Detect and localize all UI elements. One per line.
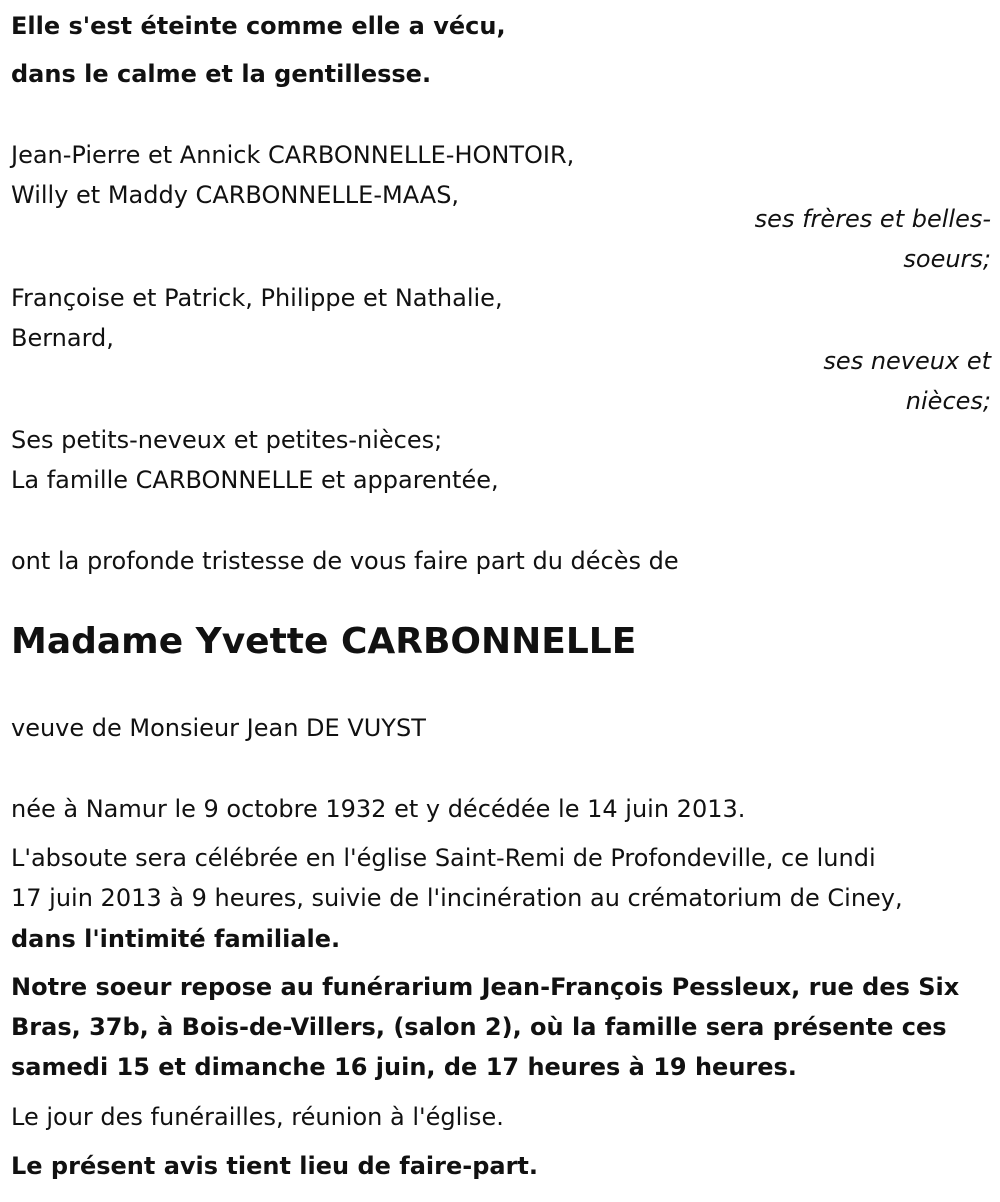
siblings-line-1: Jean-Pierre et Annick CARBONNELLE-HONTOIR, — [11, 141, 575, 169]
funerarium-line-2: Bras, 37b, à Bois-de-Villers, (salon 2), où la famille sera présente ces — [11, 1013, 947, 1041]
notice: Le présent avis tient lieu de faire-part. — [11, 1152, 539, 1180]
quote-line-2: dans le calme et la gentillesse. — [11, 60, 432, 88]
siblings-relation-1: ses frères et belles- — [754, 205, 991, 233]
nephews-relation-1: ses neveux et — [823, 347, 991, 375]
siblings-line-2: Willy et Maddy CARBONNELLE-MAAS, — [11, 181, 460, 209]
ceremony-line-2: 17 juin 2013 à 9 heures, suivie de l'incinération au crématorium de Ciney, — [11, 884, 903, 912]
ceremony-bold: dans l'intimité familiale. — [11, 925, 341, 953]
deceased-name: Madame Yvette CARBONNELLE — [11, 621, 637, 662]
birth-death: née à Namur le 9 octobre 1932 et y décédée le 14 juin 2013. — [11, 795, 746, 823]
others-line-2: La famille CARBONNELLE et apparentée, — [11, 466, 499, 494]
nephews-line-2: Bernard, — [11, 324, 114, 352]
funerarium-line-1: Notre soeur repose au funérarium Jean-François Pessleux, rue des Six — [11, 973, 960, 1001]
ceremony-line-1: L'absoute sera célébrée en l'église Saint-Remi de Profondeville, ce lundi — [11, 844, 876, 872]
announcement: ont la profonde tristesse de vous faire part du décès de — [11, 547, 679, 575]
widow-of: veuve de Monsieur Jean DE VUYST — [11, 714, 426, 742]
funerarium-line-3: samedi 15 et dimanche 16 juin, de 17 heures à 19 heures. — [11, 1053, 797, 1081]
quote-line-1: Elle s'est éteinte comme elle a vécu, — [11, 12, 506, 40]
nephews-relation-2: nièces; — [905, 387, 991, 415]
siblings-relation-2: soeurs; — [903, 245, 991, 273]
others-line-1: Ses petits-neveux et petites-nièces; — [11, 426, 443, 454]
meeting: Le jour des funérailles, réunion à l'église. — [11, 1103, 504, 1131]
nephews-line-1: Françoise et Patrick, Philippe et Nathalie, — [11, 284, 503, 312]
